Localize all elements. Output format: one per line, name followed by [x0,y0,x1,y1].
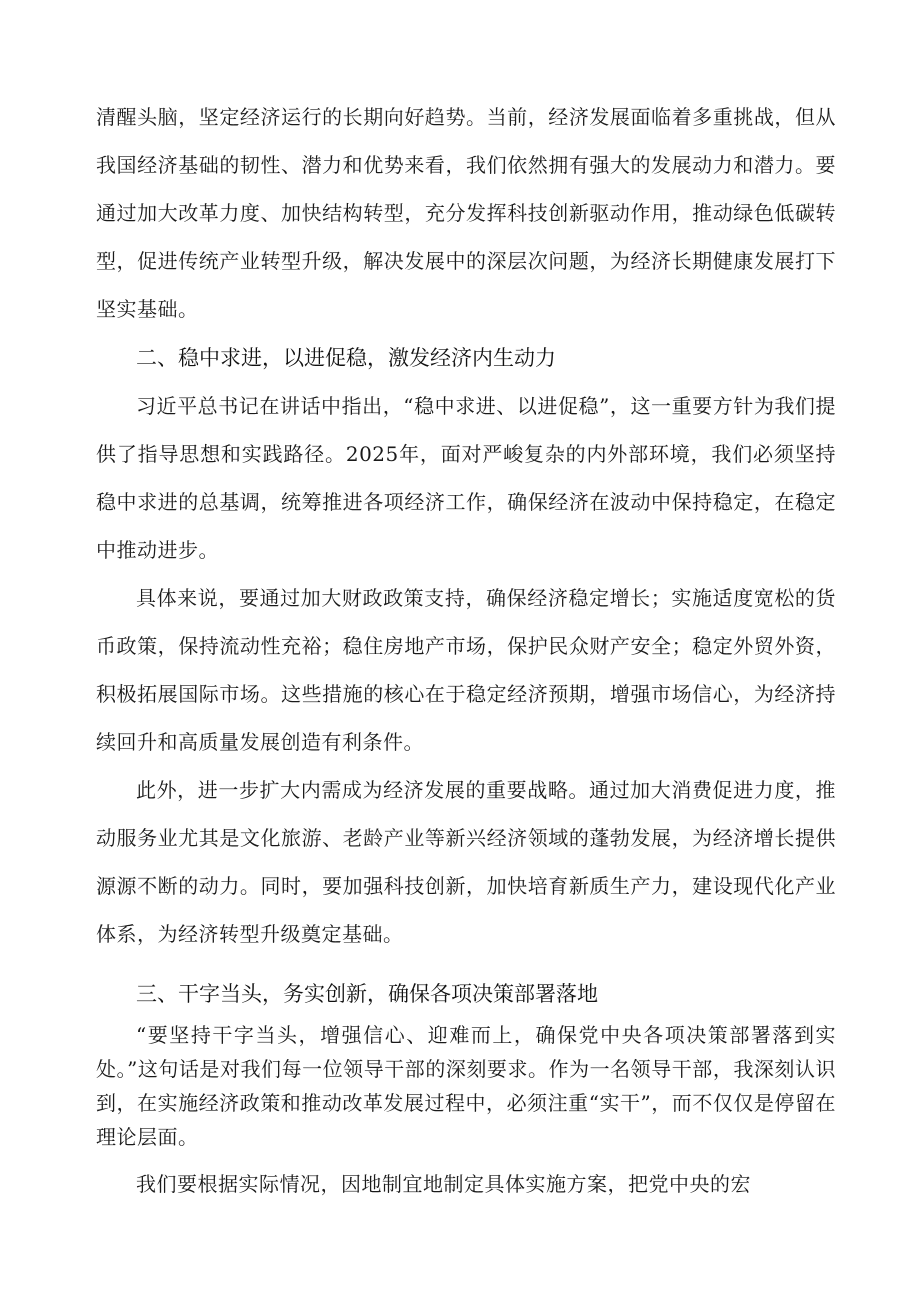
paragraph: 此外，进一步扩大内需成为经济发展的重要战略。通过加大消费促进力度，推动服务业尤其是文化旅游、老龄产业等新兴经济领域的蓬勃发展，为经济增长提供源源不断的动力。同时，要加强科技创新，加快培育新质生产力，建设现代化产业体系，为经济转型升级奠定基础。 [96,778,836,946]
paragraph: 具体来说，要通过加大财政政策支持，确保经济稳定增长；实施适度宽松的货币政策，保持流动性充裕；稳住房地产市场，保护民众财产安全；稳定外贸外资，积极拓展国际市场。这些措施的核心在于稳定经济预期，增强市场信心，为经济持续回升和高质量发展创造有利条件。 [96,586,836,754]
paragraph: 习近平总书记在讲话中指出，“稳中求进、以进促稳”，这一重要方针为我们提供了指导思想和实践路径。2025年，面对严峻复杂的内外部环境，我们必须坚持稳中求进的总基调，统筹推进各项经济工作，确保经济在波动中保持稳定，在稳定中推动进步。 [96,394,836,562]
paragraph: “要坚持干字当头，增强信心、迎难而上，确保党中央各项决策部署落到实处。”这句话是对我们每一位领导干部的深刻要求。作为一名领导干部，我深刻认识到，在实施经济政策和推动改革发展过程中，必须注重“实干”，而不仅仅是停留在理论层面。 [96,1023,836,1149]
paragraph: 我们要根据实际情况，因地制宜地制定具体实施方案，把党中央的宏 [136,1172,751,1196]
continued-paragraph: 清醒头脑，坚定经济运行的长期向好趋势。当前，经济发展面临着多重挑战，但从我国经济基础的韧性、潜力和优势来看，我们依然拥有强大的发展动力和潜力。要通过加大改革力度、加快结构转型，充分发挥科技创新驱动作用，推动绿色低碳转型，促进传统产业转型升级，解决发展中的深层次问题，为经济长期健康发展打下坚实基础。 [96,105,836,321]
section-heading-3: 三、干字当头，务实创新，确保各项决策部署落地 [136,982,598,1006]
section-heading-2: 二、稳中求进，以进促稳，激发经济内生动力 [136,346,556,370]
